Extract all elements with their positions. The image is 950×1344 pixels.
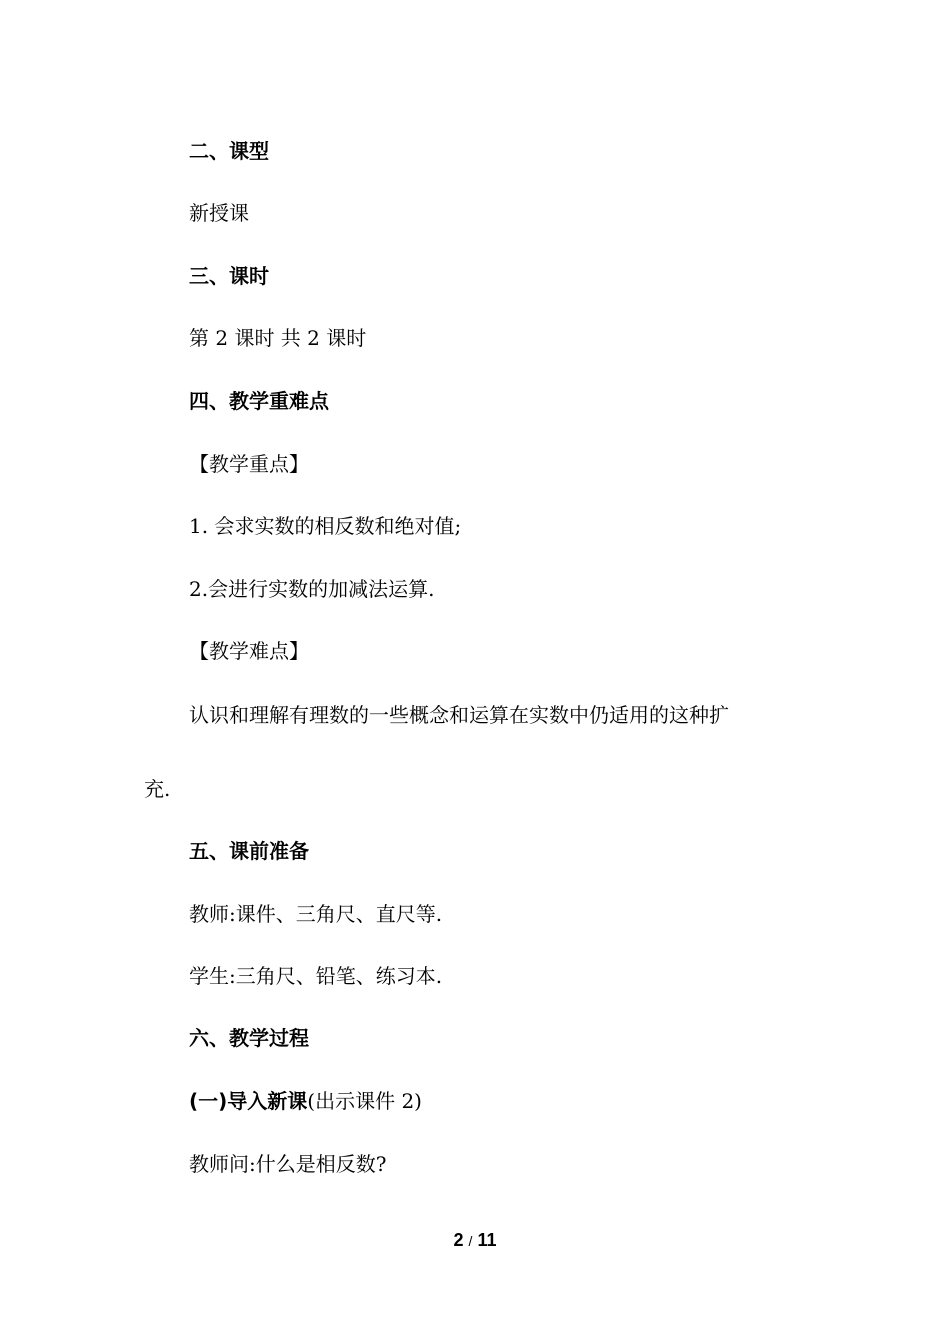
- current-page-number: 2: [453, 1230, 464, 1250]
- preparation-student: 学生:三角尺、铅笔、练习本.: [189, 964, 443, 988]
- section-heading-preparation: 五、课前准备: [189, 839, 309, 863]
- section-heading-teaching-process: 六、教学过程: [189, 1026, 309, 1050]
- preparation-teacher: 教师:课件、三角尺、直尺等.: [189, 902, 443, 926]
- key-points-label: 【教学重点】: [189, 452, 309, 476]
- class-hours-text: 第 2 课时 共 2 课时: [189, 326, 367, 350]
- section-heading-course-type: 二、课型: [189, 139, 269, 163]
- course-type-text: 新授课: [189, 201, 249, 225]
- difficult-point-1-line-2: 充.: [144, 777, 171, 801]
- difficult-point-1-line-1: 认识和理解有理数的一些概念和运算在实数中仍适用的这种扩: [189, 703, 729, 727]
- key-point-2: 2.会进行实数的加减法运算.: [189, 577, 435, 601]
- page-number: [0, 1229, 950, 1252]
- section-heading-class-hours: 三、课时: [189, 264, 269, 288]
- key-point-1: 1. 会求实数的相反数和绝对值;: [189, 514, 462, 538]
- section-heading-key-difficult-points: 四、教学重难点: [189, 389, 329, 413]
- total-page-count: 11: [477, 1230, 497, 1250]
- teacher-question: 教师问:什么是相反数?: [189, 1152, 387, 1176]
- subsection-intro: [189, 1089, 422, 1113]
- subsection-intro-note: (出示课件 2): [307, 1089, 422, 1113]
- difficult-points-label: 【教学难点】: [189, 639, 309, 663]
- subsection-intro-title: (一)导入新课: [189, 1089, 308, 1113]
- page-separator: /: [468, 1233, 473, 1249]
